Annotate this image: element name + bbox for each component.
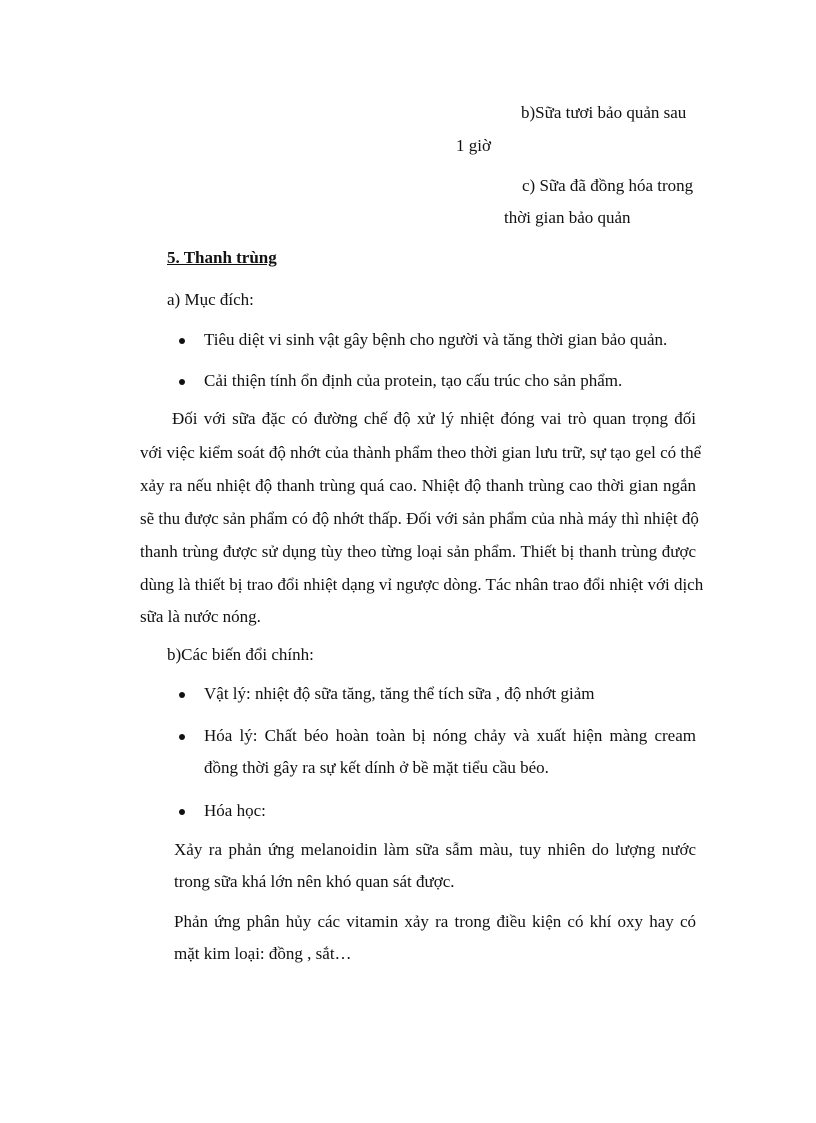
paragraph-line-4: sẽ thu được sản phẩm có độ nhớt thấp. Đối với sản phẩm của nhà máy thì nhiệt độ bbox=[140, 509, 699, 528]
chem-para1-line2: trong sữa khá lớn nên khó quan sát được. bbox=[174, 872, 455, 891]
change-physchem-line1: Hóa lý: Chất béo hoàn toàn bị nóng chảy và xuất hiện màng cream bbox=[204, 726, 696, 745]
bullet-icon bbox=[179, 734, 185, 740]
bullet-icon bbox=[179, 809, 185, 815]
purpose-item-1: Tiêu diệt vi sinh vật gây bệnh cho người và tăng thời gian bảo quản. bbox=[204, 330, 668, 349]
changes-label: b)Các biến đổi chính: bbox=[167, 645, 314, 664]
purpose-item-2: Cải thiện tính ổn định của protein, tạo cấu trúc cho sản phẩm. bbox=[204, 371, 623, 390]
change-physchem-line2: đồng thời gây ra sự kết dính ở bề mặt tiểu cầu béo. bbox=[204, 758, 549, 777]
change-chem-label: Hóa học: bbox=[204, 801, 266, 820]
purpose-label: a) Mục đích: bbox=[167, 290, 254, 309]
paragraph-line-5: thanh trùng được sử dụng tùy theo từng loại sản phẩm. Thiết bị thanh trùng được bbox=[140, 542, 696, 561]
bullet-icon bbox=[179, 692, 185, 698]
chem-para1-line1: Xảy ra phản ứng melanoidin làm sữa sẫm màu, tuy nhiên do lượng nước bbox=[174, 840, 696, 859]
caption-b-line1: b)Sữa tươi bảo quản sau bbox=[521, 103, 687, 122]
section-heading: 5. Thanh trùng bbox=[167, 248, 277, 267]
caption-c-line2: thời gian bảo quản bbox=[504, 208, 631, 227]
caption-c-line1: c) Sữa đã đồng hóa trong bbox=[522, 176, 694, 195]
bullet-icon bbox=[179, 379, 185, 385]
paragraph-line-7: sữa là nước nóng. bbox=[140, 607, 261, 626]
paragraph-line-6: dùng là thiết bị trao đổi nhiệt dạng vỉ ngược dòng. Tác nhân trao đổi nhiệt với dịch bbox=[140, 575, 704, 594]
change-physical: Vật lý: nhiệt độ sữa tăng, tăng thể tích sữa , độ nhớt giảm bbox=[204, 684, 595, 703]
paragraph-line-1: Đối với sữa đặc có đường chế độ xử lý nhiệt đóng vai trò quan trọng đối bbox=[172, 409, 696, 428]
chem-para2-line2: mặt kim loại: đồng , sắt… bbox=[174, 944, 352, 963]
paragraph-line-2: với việc kiểm soát độ nhớt của thành phẩm theo thời gian lưu trữ, sự tạo gel có thể bbox=[140, 443, 702, 462]
paragraph-line-3: xảy ra nếu nhiệt độ thanh trùng quá cao. Nhiệt độ thanh trùng cao thời gian ngắn bbox=[140, 476, 696, 495]
caption-b-line2: 1 giờ bbox=[456, 136, 491, 155]
chem-para2-line1: Phản ứng phân hủy các vitamin xảy ra trong điều kiện có khí oxy hay có bbox=[174, 912, 696, 931]
bullet-icon bbox=[179, 338, 185, 344]
